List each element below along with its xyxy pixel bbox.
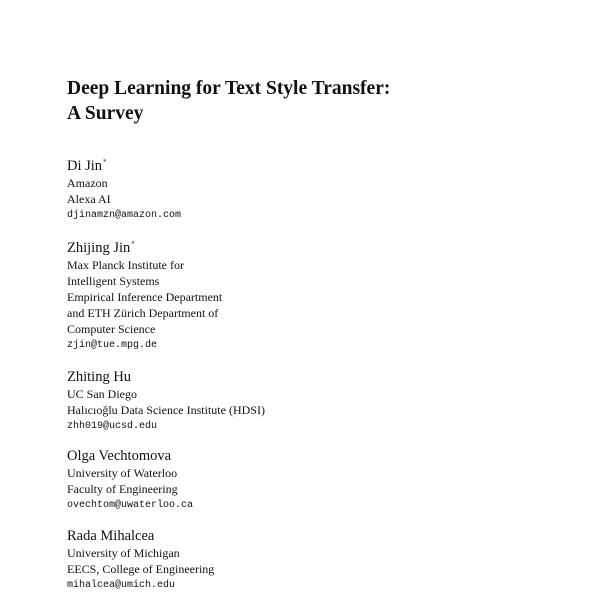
affiliation-line: EECS, College of Engineering	[67, 562, 215, 576]
author-name: Zhiting Hu	[67, 369, 132, 385]
affiliation-line: Alexa AI	[67, 192, 111, 206]
author-name: Zhijing Jin*	[67, 240, 135, 256]
author-block-rada-mihalcea	[67, 527, 214, 594]
affiliation-line: Intelligent Systems	[67, 274, 160, 288]
affiliation-line: and ETH Zürich Department of	[67, 306, 219, 320]
author-block-zhijing-jin	[67, 239, 222, 354]
affiliation-line: University of Michigan	[67, 546, 180, 560]
author-email[interactable]: ovechtom@uwaterloo.ca	[67, 500, 194, 511]
affiliation-line: UC San Diego	[67, 387, 137, 401]
author-block-di-jin	[67, 157, 181, 224]
affiliation-line: Max Planck Institute for	[67, 258, 184, 272]
author-email[interactable]: zhh019@ucsd.edu	[67, 421, 158, 432]
title-line-1: Deep Learning for Text Style Transfer:	[67, 78, 391, 99]
affiliation-line: Empirical Inference Department	[67, 290, 223, 304]
author-block-olga-vechtomova	[67, 447, 193, 514]
affiliation-line: University of Waterloo	[67, 466, 178, 480]
author-name: Rada Mihalcea	[67, 528, 155, 544]
title-line-2: A Survey	[67, 103, 144, 124]
affiliation-line: Computer Science	[67, 322, 156, 336]
author-name: Olga Vechtomova	[67, 448, 172, 464]
affiliation-line: Faculty of Engineering	[67, 482, 178, 496]
author-name: Di Jin*	[67, 158, 107, 174]
author-email[interactable]: mihalcea@umich.edu	[67, 580, 176, 591]
equal-contribution-mark: *	[103, 158, 107, 167]
paper-title	[67, 76, 390, 126]
affiliation-line: Halıcıoğlu Data Science Institute (HDSI)	[67, 403, 265, 417]
author-email[interactable]: zjin@tue.mpg.de	[67, 340, 158, 351]
affiliation-line: Amazon	[67, 176, 108, 190]
equal-contribution-mark: *	[131, 240, 135, 249]
author-block-zhiting-hu	[67, 368, 265, 435]
author-email[interactable]: djinamzn@amazon.com	[67, 210, 182, 221]
